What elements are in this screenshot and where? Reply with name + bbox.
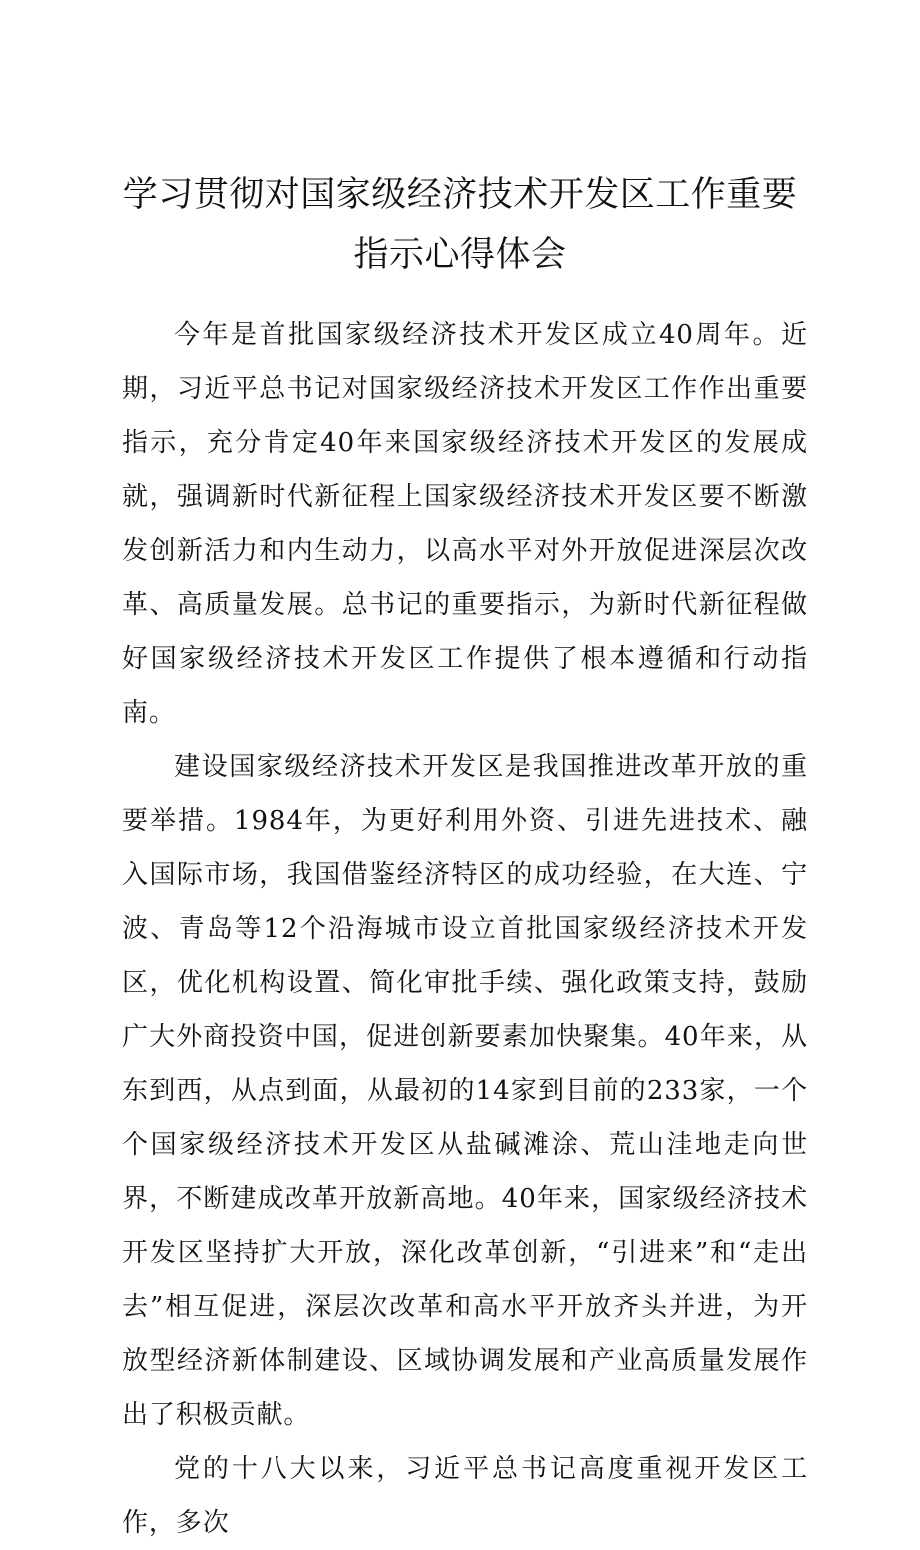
document-body: [122, 308, 808, 1550]
paragraph-3: 党的十八大以来，习近平总书记高度重视开发区工作，多次: [122, 1454, 808, 1538]
document-title: 学习贯彻对国家级经济技术开发区工作重要指示心得体会: [122, 175, 798, 275]
paragraph-1: 今年是首批国家级经济技术开发区成立40周年。近期，习近平总书记对国家级经济技术开发区工作作出重要指示，充分肯定40年来国家级经济技术开发区的发展成就，强调新时代新征程上国家级经济技术开发区要不断激发创新活力和内生动力，以高水平对外开放促进深层次改革、高质量发展。总书记的重要指示，为新时代新征程做好国家级经济技术开发区工作提供了根本遵循和行动指南。: [122, 320, 808, 728]
paragraph-2: 建设国家级经济技术开发区是我国推进改革开放的重要举措。1984年，为更好利用外资、引进先进技术、融入国际市场，我国借鉴经济特区的成功经验，在大连、宁波、青岛等12个沿海城市设立首批国家级经济技术开发区，优化机构设置、简化审批手续、强化政策支持，鼓励广大外商投资中国，促进创新要素加快聚集。40年来，从东到西，从点到面，从最初的14家到目前的233家，一个个国家级经济技术开发区从盐碱滩涂、荒山洼地走向世界，不断建成改革开放新高地。40年来，国家级经济技术开发区坚持扩大开放，深化改革创新，“引进来”和“走出去”相互促进，深层次改革和高水平开放齐头并进，为开放型经济新体制建设、区域协调发展和产业高质量发展作出了积极贡献。: [122, 752, 808, 1430]
